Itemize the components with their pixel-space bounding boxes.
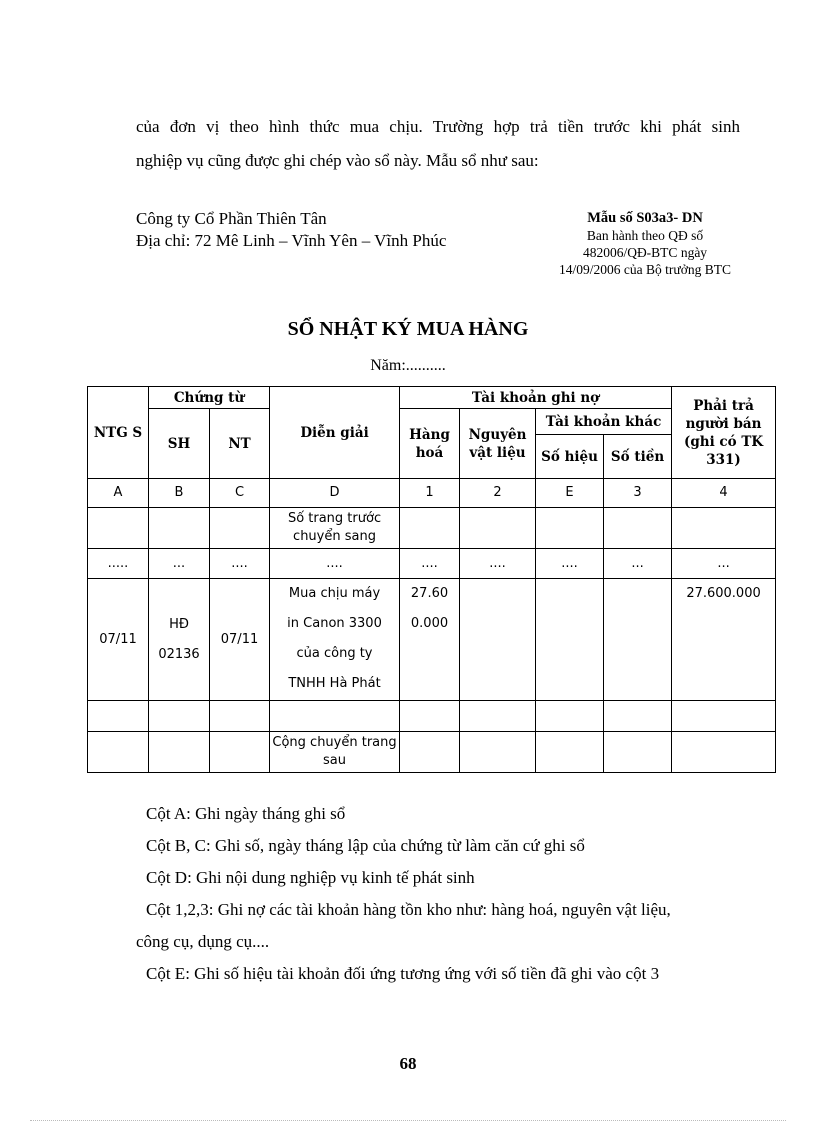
dots-cell: ....: [460, 549, 536, 579]
entry-description: [270, 579, 400, 701]
note-col-a: Cột A: Ghi ngày tháng ghi sổ: [146, 804, 346, 823]
col-code-4: 4: [672, 479, 776, 508]
header-so-tien: Số tiền: [604, 435, 672, 479]
col-code-b: B: [149, 479, 210, 508]
note-col-d: Cột D: Ghi nội dung nghiệp vụ kinh tế phát sinh: [146, 868, 475, 887]
entry-date: 07/11: [88, 579, 149, 701]
form-code: Mẫu số S03a3- DN: [587, 210, 703, 226]
company-address: Địa chỉ: 72 Mê Linh – Vĩnh Yên – Vĩnh Phúc: [136, 231, 447, 250]
table-row: [88, 549, 776, 579]
entry-desc-line-3: của công ty: [296, 646, 373, 661]
entry-sh-line-2: 02136: [158, 646, 200, 662]
entry-desc-line-1: Mua chịu máy: [288, 586, 381, 601]
entry-desc-line-2: in Canon 3300: [287, 616, 382, 631]
form-info-line-2: 482006/QĐ-BTC ngày: [582, 245, 708, 260]
intro-line-1: của đơn vị theo hình thức mua chịu. Trường hợp trả tiền trước khi phát sinh: [136, 117, 740, 136]
dots-cell: .....: [88, 549, 149, 579]
column-notes: [136, 798, 740, 990]
entry-goods-line-2: 0.000: [410, 616, 449, 631]
header-tk-khac: Tài khoản khác: [536, 409, 672, 435]
note-col-e: Cột E: Ghi số hiệu tài khoản đối ứng tương ứng với số tiền đã ghi vào cột 3: [146, 964, 660, 983]
col-code-1: 1: [400, 479, 460, 508]
entry-sh: [149, 579, 210, 701]
page-bottom-divider: [30, 1120, 786, 1121]
table-row: [88, 508, 776, 549]
col-code-3: 3: [604, 479, 672, 508]
dots-cell: ...: [672, 549, 776, 579]
year-label: Năm:..........: [370, 357, 446, 374]
header-tk-ghi-no: Tài khoản ghi nợ: [400, 387, 672, 409]
header-nt: NT: [210, 409, 270, 479]
header-phai-tra: Phải trả người bán (ghi có TK 331): [672, 387, 776, 479]
carry-out-label: Cộng chuyển trang sau: [270, 732, 400, 773]
note-col-123-cont: công cụ, dụng cụ....: [136, 932, 270, 951]
header-so-hieu: Số hiệu: [536, 435, 604, 479]
col-code-d: D: [270, 479, 400, 508]
dots-cell: ....: [400, 549, 460, 579]
company-block: [136, 208, 446, 252]
note-col-bc: Cột B, C: Ghi số, ngày tháng lập của chứng từ làm căn cứ ghi sổ: [146, 836, 585, 855]
note-col-123: Cột 1,2,3: Ghi nợ các tài khoản hàng tồn kho như: hàng hoá, nguyên vật liệu,: [146, 900, 671, 919]
form-info-line-3: 14/09/2006 của Bộ trưởng BTC: [559, 262, 731, 277]
ledger-title: SỔ NHẬT KÝ MUA HÀNG: [287, 318, 529, 340]
company-name: Công ty Cổ Phần Thiên Tân: [136, 209, 327, 228]
intro-line-2: nghiệp vụ cũng được ghi chép vào sổ này. Mẫu sổ như sau:: [136, 151, 539, 170]
header-chung-tu: Chứng từ: [149, 387, 270, 409]
header-nguyen-vat-lieu: Nguyên vật liệu: [460, 409, 536, 479]
header-ntgs: NTG S: [88, 387, 149, 479]
col-code-2: 2: [460, 479, 536, 508]
table-row: [88, 701, 776, 732]
dots-cell: ....: [210, 549, 270, 579]
carry-in-label: Số trang trước chuyển sang: [270, 508, 400, 549]
entry-goods-line-1: 27.60: [410, 586, 449, 601]
form-info-block: [530, 210, 760, 278]
entry-payable: 27.600.000: [672, 579, 776, 701]
header-hang-hoa: Hàng hoá: [400, 409, 460, 479]
dots-cell: ....: [536, 549, 604, 579]
intro-paragraph: [136, 110, 740, 178]
entry-sh-line-1: HĐ: [169, 616, 189, 632]
dots-cell: ...: [149, 549, 210, 579]
col-code-c: C: [210, 479, 270, 508]
entry-desc-line-4: TNHH Hà Phát: [288, 676, 381, 691]
dots-cell: ...: [604, 549, 672, 579]
col-code-e: E: [536, 479, 604, 508]
table-row: [88, 579, 776, 701]
purchase-journal-table: [87, 386, 776, 773]
table-row: [88, 732, 776, 773]
header-sh: SH: [149, 409, 210, 479]
col-code-a: A: [88, 479, 149, 508]
form-info-line-1: Ban hành theo QĐ số: [586, 228, 704, 243]
header-dien-giai: Diễn giải: [270, 387, 400, 479]
page-number: 68: [399, 1054, 417, 1073]
entry-goods-amount: [400, 579, 460, 701]
dots-cell: ....: [270, 549, 400, 579]
entry-nt: 07/11: [210, 579, 270, 701]
